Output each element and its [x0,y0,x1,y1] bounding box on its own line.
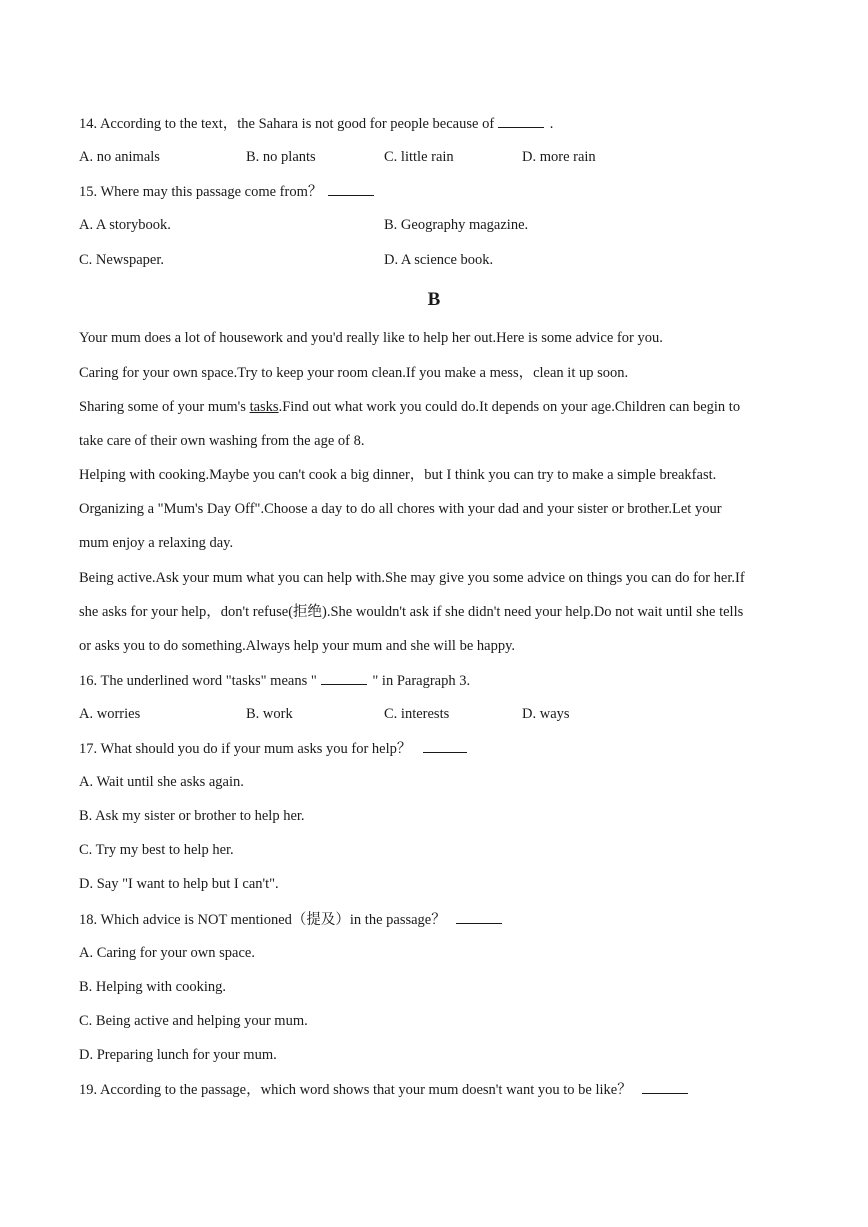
q16-option-b: B. work [246,706,293,722]
q17-option-c: C. Try my best to help her. [79,842,234,858]
answer-blank [423,738,467,753]
q17-option-d: D. Say "I want to help but I can't". [79,876,279,892]
q15-option-c: C. Newspaper. [79,252,164,268]
q14-option-a: A. no animals [79,149,160,165]
answer-blank [328,181,374,196]
question-14-end: . [549,116,554,132]
question-17 [79,738,469,759]
passage-paragraph-1: Your mum does a lot of housework and you'd really like to help her out.Here is some advice for you. [79,330,663,346]
question-15 [79,181,376,202]
answer-blank [642,1079,688,1094]
q17-option-a: A. Wait until she asks again. [79,774,244,790]
question-18-stem: 18. Which advice is NOT mentioned（提及）in the passage？ [79,912,446,928]
section-b-heading: B [427,289,441,310]
q14-option-d: D. more rain [522,149,596,165]
q17-option-b: B. Ask my sister or brother to help her. [79,808,305,824]
question-15-stem: 15. Where may this passage come from？ [79,184,323,200]
passage-paragraph-3-cont: take care of their own washing from the age of 8. [79,433,365,449]
question-16 [79,670,470,691]
q18-option-b: B. Helping with cooking. [79,979,227,995]
answer-blank [498,113,544,128]
passage-paragraph-2: Caring for your own space.Try to keep your room clean.If you make a mess，clean it up soon. [79,365,629,381]
passage-paragraph-4: Helping with cooking.Maybe you can't cook a big dinner，but I think you can try to make a simple breakfast. [79,467,717,483]
question-14 [79,113,553,134]
question-19-stem: 19. According to the passage，which word shows that your mum doesn't want you to be like？ [79,1082,632,1098]
question-16-stem: 16. The underlined word "tasks" means " [79,673,317,689]
passage-paragraph-6: Being active.Ask your mum what you can help with.She may give you some advice on things you can do for her.If [79,570,745,586]
q15-option-d: D. A science book. [384,252,494,268]
passage-paragraph-3 [79,397,740,417]
question-14-stem: 14. According to the text，the Sahara is not good for people because of [79,116,495,132]
q18-option-c: C. Being active and helping your mum. [79,1013,308,1029]
question-19 [79,1079,690,1100]
passage-paragraph-5: Organizing a "Mum's Day Off".Choose a day to do all chores with your dad and your sister or brother.Let your [79,501,722,517]
passage-text: .Find out what work you could do.It depends on your age.Children can begin to [278,399,741,415]
question-17-stem: 17. What should you do if your mum asks you for help？ [79,741,412,757]
answer-blank [456,909,502,924]
q18-option-a: A. Caring for your own space. [79,945,255,961]
q15-option-b: B. Geography magazine. [384,217,529,233]
passage-text: Sharing some of your mum's [79,399,250,415]
passage-paragraph-6-cont: she asks for your help，don't refuse(拒绝).She wouldn't ask if she didn't need your help.Do not wait until she tells [79,604,744,620]
q16-option-d: D. ways [522,706,570,722]
answer-blank [321,670,367,685]
question-16-stem-end: " in Paragraph 3. [372,673,471,689]
passage-paragraph-6-end: or asks you to do something.Always help your mum and she will be happy. [79,638,516,654]
passage-paragraph-5-cont: mum enjoy a relaxing day. [79,535,234,551]
q16-option-a: A. worries [79,706,141,722]
q16-option-c: C. interests [384,706,450,722]
q15-option-a: A. A storybook. [79,217,171,233]
q14-option-c: C. little rain [384,149,454,165]
q18-option-d: D. Preparing lunch for your mum. [79,1047,277,1063]
underlined-word-tasks: tasks [249,399,279,415]
q14-option-b: B. no plants [246,149,316,165]
question-18 [79,909,504,930]
